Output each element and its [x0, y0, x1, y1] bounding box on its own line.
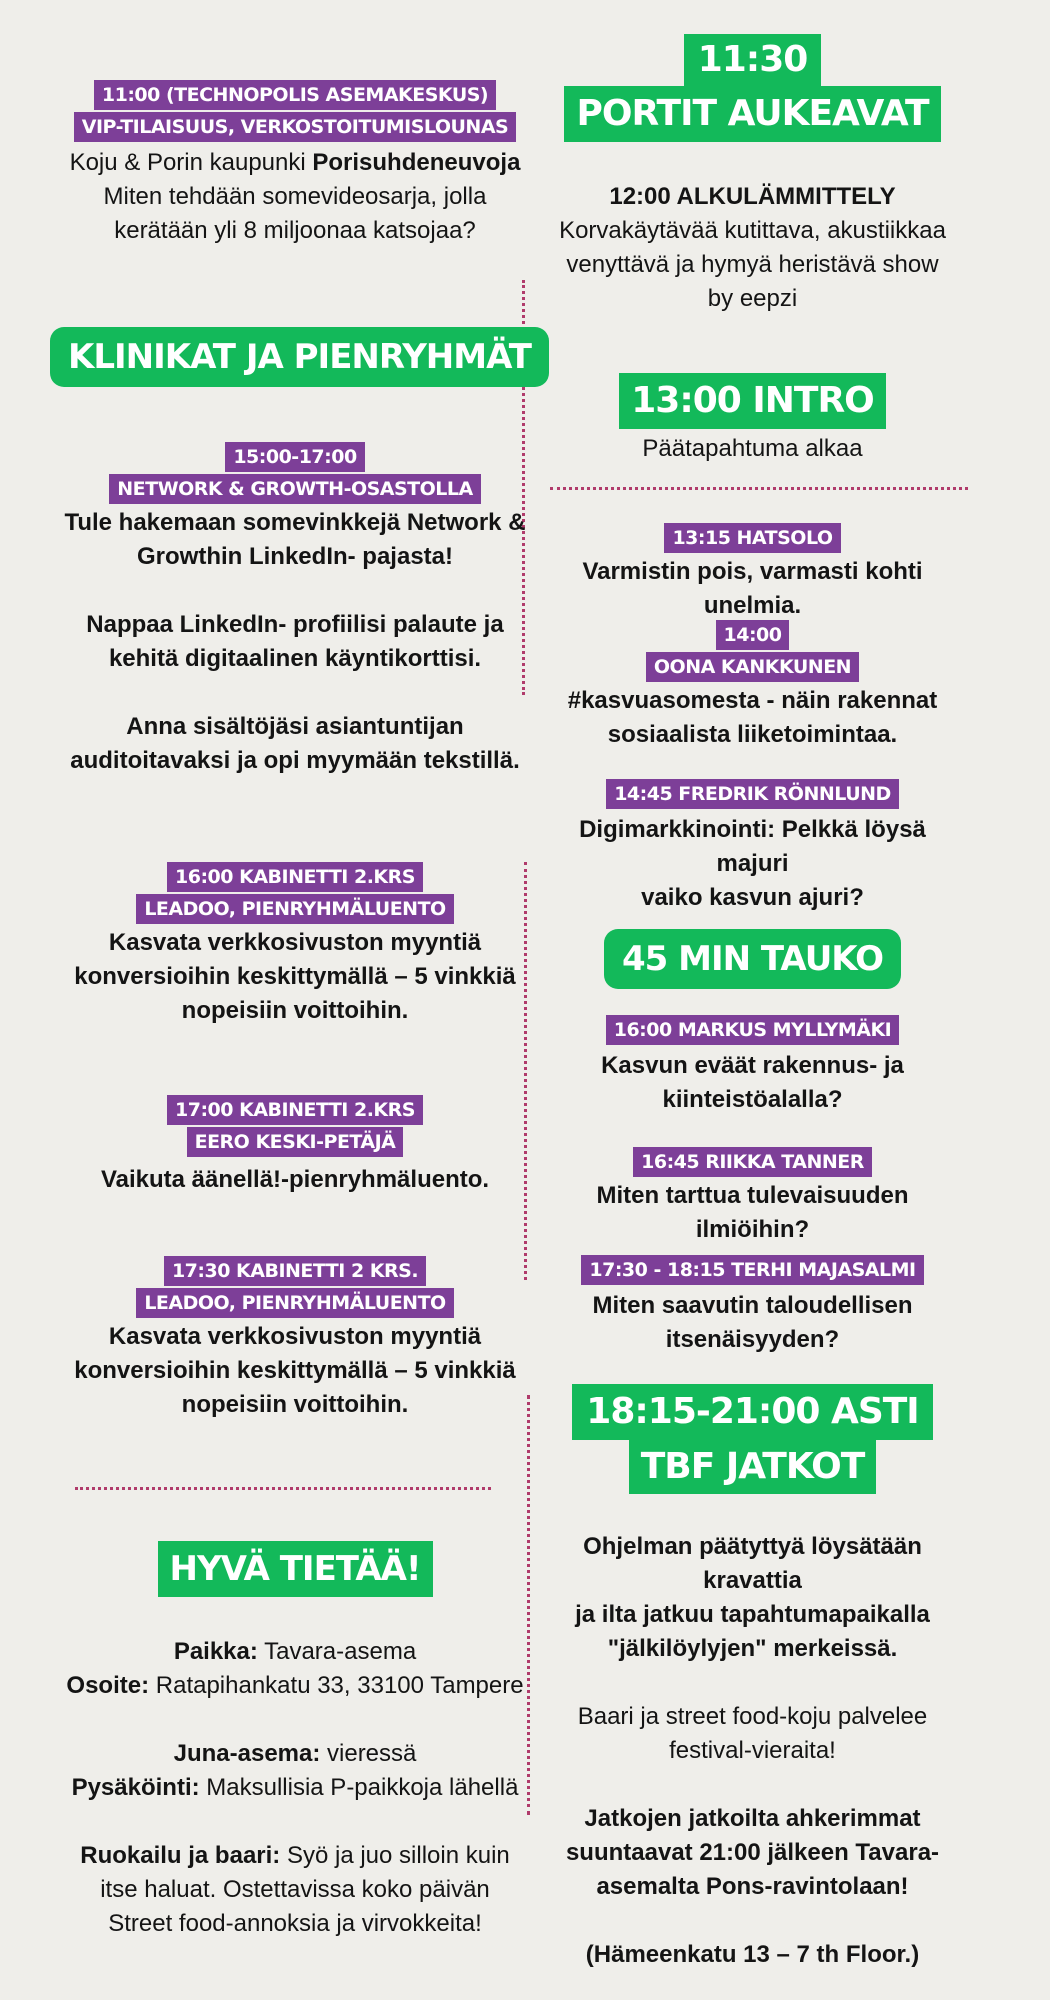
clinic1-paragraph-2: Nappaa LinkedIn- profiilisi palaute ja kehitä digitaalinen käyntikorttisi.: [86, 611, 504, 672]
clinic3-tag-line1: 17:00 KABINETTI 2.KRS: [167, 1095, 423, 1125]
warmup-session: [540, 180, 965, 316]
clinic-leadoo-2: [50, 1256, 540, 1422]
afterparty-time: 18:15-21:00 ASTI: [572, 1384, 932, 1440]
s3-text: Digimarkkinointi: Pelkkä löysä majuri vaiko kasvun ajuri?: [579, 816, 926, 911]
clinics-heading: KLINIKAT JA PIENRYHMÄT: [50, 327, 549, 387]
doors-time: 11:30: [684, 34, 822, 86]
intro-description: Päätapahtuma alkaa: [642, 435, 863, 462]
clinic-leadoo-1: [50, 862, 540, 1028]
break-wrap: [540, 929, 965, 989]
vip-speaker: Koju & Porin kaupunki Porisuhdeneuvoja: [69, 149, 521, 176]
s6-tag: 17:30 - 18:15 TERHI MAJASALMI: [581, 1255, 923, 1285]
s5-tag: 16:45 RIIKKA TANNER: [633, 1147, 872, 1177]
session-tanner: [540, 1147, 965, 1247]
info-place: Paikka: Tavara-asema: [173, 1638, 417, 1665]
s1-text: Varmistin pois, varmasti kohti unelmia.: [582, 558, 923, 619]
s4-tag: 16:00 MARKUS MYLLYMÄKI: [606, 1015, 900, 1045]
divider-horizontal-left: [75, 1487, 491, 1490]
warmup-description: Korvakäytävää kutittava, akustiikkaa venyttävä ja hymyä heristävä show by eepzi: [559, 217, 946, 312]
session-myllymaki: [540, 1015, 965, 1117]
warmup-title: 12:00 ALKULÄMMITTELY: [609, 183, 896, 210]
afterparty-heading: [540, 1384, 965, 1494]
s4-text: Kasvun eväät rakennus- ja kiinteistöalalla?: [601, 1052, 904, 1113]
info-train: Juna-asema: vieressä: [173, 1740, 417, 1767]
info-food: Ruokailu ja baari: Syö ja juo silloin kuin: [80, 1842, 510, 1869]
afterparty-paragraph-2: Baari ja street food-koju palvelee festival-vieraita!: [577, 1703, 928, 1764]
session-ronnlund: [540, 779, 965, 915]
clinic2-tag-line1: 16:00 KABINETTI 2.KRS: [167, 862, 423, 892]
afterparty-info: [540, 1530, 965, 1972]
s2-tag-line1: 14:00: [716, 620, 790, 650]
intro-session: [540, 373, 965, 466]
info-heading-wrap: [50, 1541, 540, 1597]
clinic-voice: [50, 1095, 540, 1197]
break-heading: 45 MIN TAUKO: [604, 929, 901, 989]
session-hatsolo: [540, 523, 965, 623]
clinic1-paragraph-1: Tule hakemaan somevinkkejä Network & Growthin LinkedIn- pajasta!: [64, 509, 526, 570]
s3-tag: 14:45 FREDRIK RÖNNLUND: [606, 779, 899, 809]
clinic-linkedin: [50, 442, 540, 778]
clinics-heading-wrap: [50, 327, 540, 387]
vip-tag-line1: 11:00 (TECHNOPOLIS ASEMAKESKUS): [94, 80, 496, 110]
s6-text: Miten saavutin taloudellisen itsenäisyyden?: [592, 1292, 913, 1353]
clinic4-tag-line1: 17:30 KABINETTI 2 KRS.: [164, 1256, 426, 1286]
afterparty-address: (Hämeenkatu 13 – 7 th Floor.): [585, 1941, 920, 1968]
afterparty-title: TBF JATKOT: [629, 1440, 877, 1494]
s2-text: #kasvuasomesta - näin rakennat sosiaalista liiketoimintaa.: [567, 687, 938, 748]
afterparty-paragraph-3: Jatkojen jatkoilta ahkerimmat suuntaavat 21:00 jälkeen Tavara- asemalta Pons-ravintolaan!: [565, 1805, 940, 1900]
info-parking: Pysäköinti: Maksullisia P-paikkoja lähellä: [71, 1774, 519, 1801]
clinic1-tag-line1: 15:00-17:00: [225, 442, 364, 472]
afterparty-paragraph-1: Ohjelman päätyttyä löysätään kravattia ja ilta jatkuu tapahtumapaikalla "jälkilöylyjen" merkeissä.: [575, 1533, 930, 1662]
clinic3-text: Vaikuta äänellä!-pienryhmäluento.: [100, 1166, 490, 1193]
clinic1-paragraph-3: Anna sisältöjäsi asiantuntijan auditoitavaksi ja opi myymään tekstillä.: [70, 713, 520, 774]
doors-open: [540, 34, 965, 142]
divider-horizontal-right: [550, 487, 968, 490]
clinic1-tag-line2: NETWORK & GROWTH-OSASTOLLA: [109, 474, 480, 504]
session-majasalmi: [540, 1255, 965, 1357]
info-heading: HYVÄ TIETÄÄ!: [158, 1541, 433, 1597]
info-address: Osoite: Ratapihankatu 33, 33100 Tampere: [66, 1672, 524, 1699]
info-block: [50, 1635, 540, 1941]
clinic2-tag-line2: LEADOO, PIENRYHMÄLUENTO: [136, 894, 453, 924]
s2-tag-line2: OONA KANKKUNEN: [646, 652, 859, 682]
vip-session: [50, 80, 540, 248]
info-food-rest: itse haluat. Ostettavissa koko päivän Street food-annoksia ja virvokkeita!: [100, 1876, 490, 1937]
vip-description: Miten tehdään somevideosarja, jolla kerätään yli 8 miljoonaa katsojaa?: [103, 183, 487, 244]
vip-tag-line2: VIP-TILAISUUS, VERKOSTOITUMISLOUNAS: [74, 112, 516, 142]
s1-tag: 13:15 HATSOLO: [664, 523, 840, 553]
session-kankkunen: [540, 620, 965, 752]
clinic3-tag-line2: EERO KESKI-PETÄJÄ: [187, 1127, 404, 1157]
doors-title: PORTIT AUKEAVAT: [564, 86, 940, 142]
clinic4-tag-line2: LEADOO, PIENRYHMÄLUENTO: [136, 1288, 453, 1318]
intro-title: 13:00 INTRO: [619, 373, 886, 429]
clinic2-text: Kasvata verkkosivuston myyntiä konversioihin keskittymällä – 5 vinkkiä nopeisiin voittoihin.: [74, 929, 516, 1024]
s5-text: Miten tarttua tulevaisuuden ilmiöihin?: [596, 1182, 909, 1243]
clinic4-text: Kasvata verkkosivuston myyntiä konversioihin keskittymällä – 5 vinkkiä nopeisiin voittoihin.: [74, 1323, 516, 1418]
